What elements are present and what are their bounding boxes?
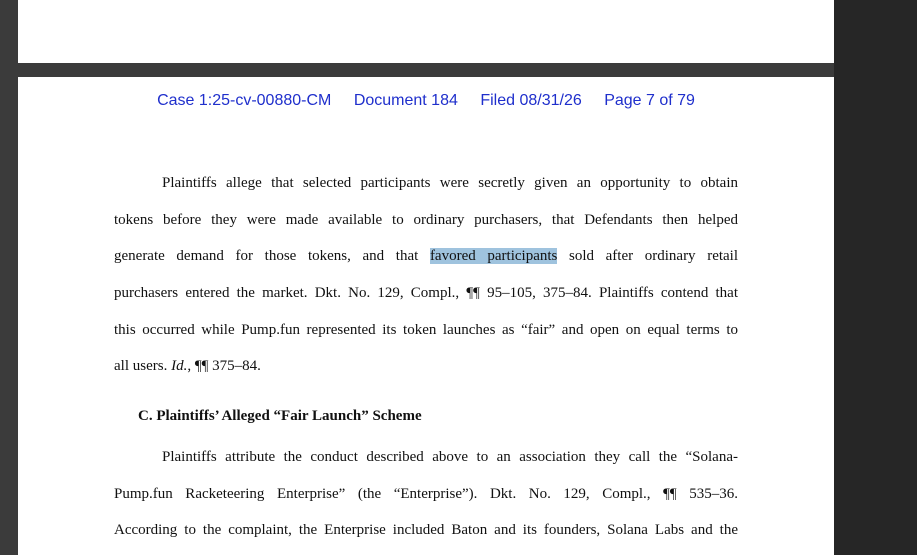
text-line: Plaintiffs allege that selected participants were secretly given an opportunity to obtain	[162, 175, 738, 191]
text-line	[114, 238, 738, 275]
text-line: tokens before they were made available to ordinary purchasers, that Defendants then helped	[114, 211, 738, 228]
text-span: , ¶¶ 375–84.	[187, 358, 261, 375]
case-number: Case 1:25-cv-00880-CM	[157, 92, 332, 109]
document-number: Document 184	[353, 92, 458, 109]
text-span: all users.	[114, 358, 168, 375]
page-header	[18, 92, 834, 110]
text-line: Plaintiffs attribute the conduct described above to an association they call the “Solana-	[162, 449, 738, 465]
text-span: sold after ordinary retail	[569, 248, 739, 265]
filed-date: Filed 08/31/26	[480, 92, 582, 109]
citation-id: Id.	[171, 358, 188, 375]
text-span: generate demand for those tokens, and that	[114, 248, 419, 265]
text-line: Pump.fun Racketeering Enterprise” (the “Enterprise”). Dkt. No. 129, Compl., ¶¶ 535–36.	[114, 485, 738, 502]
side-panel	[834, 0, 917, 555]
document-page	[18, 77, 834, 555]
page-indicator: Page 7 of 79	[604, 92, 695, 109]
text-line: this occurred while Pump.fun represented its token launches as “fair” and open on equal terms to	[114, 321, 738, 338]
text-line	[114, 348, 738, 385]
selected-text-highlight[interactable]: favored participants	[429, 248, 558, 265]
section-heading: C. Plaintiffs’ Alleged “Fair Launch” Scheme	[138, 408, 422, 424]
text-line: According to the complaint, the Enterprise included Baton and its founders, Solana Labs and the	[114, 522, 738, 539]
paragraph-2	[114, 439, 738, 549]
previous-page	[18, 0, 834, 63]
paragraph-1	[114, 165, 738, 385]
text-line: purchasers entered the market. Dkt. No. 129, Compl., ¶¶ 95–105, 375–84. Plaintiffs contend that	[114, 285, 738, 302]
